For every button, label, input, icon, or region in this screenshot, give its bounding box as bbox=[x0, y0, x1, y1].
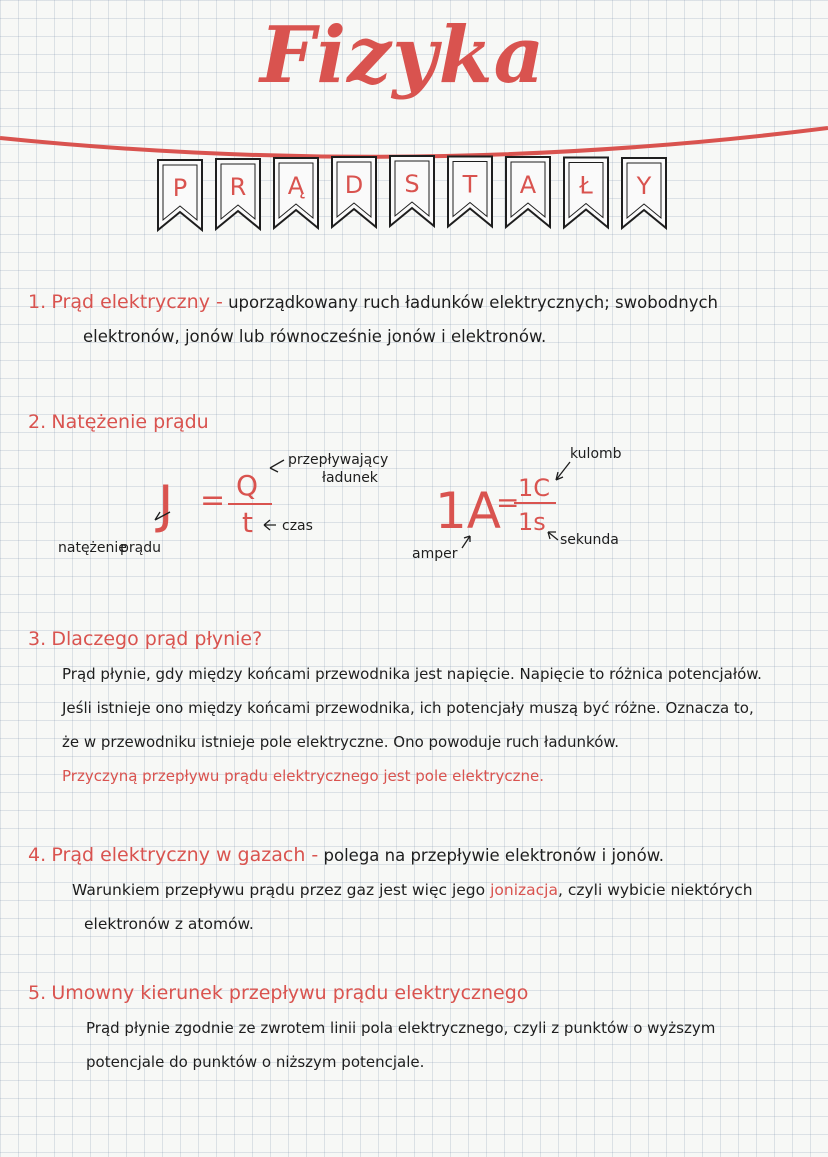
banner-letter: S bbox=[404, 170, 420, 198]
label-natezenie: natężenie bbox=[58, 540, 127, 556]
label-czas: czas bbox=[282, 518, 313, 534]
label-ladunek: ładunek bbox=[322, 470, 378, 486]
banner-letter: Y bbox=[636, 172, 652, 200]
section-3 bbox=[28, 622, 818, 793]
section-1-line-2: elektronów, jonów lub równocześnie jonów i elektronów. bbox=[83, 327, 547, 346]
banner-letter: R bbox=[229, 173, 247, 201]
section-4 bbox=[28, 838, 818, 941]
banner-letter: D bbox=[344, 171, 364, 199]
formula-2-lhs: 1A bbox=[435, 482, 502, 540]
formula-2-numerator: 1C bbox=[518, 474, 551, 502]
label-kulomb: kulomb bbox=[570, 446, 622, 462]
section-3-heading: Dlaczego prąd płynie? bbox=[51, 628, 263, 650]
label-pradu: prądu bbox=[120, 540, 161, 556]
section-3-line-1: Prąd płynie, gdy między końcami przewodnika jest napięcie. Napięcie to różnica potencjałów. bbox=[62, 665, 762, 683]
section-4-heading: Prąd elektryczny w gazach - bbox=[51, 844, 319, 866]
formula-current bbox=[0, 440, 828, 590]
section-1 bbox=[28, 285, 818, 354]
banner-garland bbox=[0, 120, 828, 250]
section-3-line-3: że w przewodniku istnieje pole elektryczne. Ono powoduje ruch ładunków. bbox=[62, 733, 620, 751]
banner-letter: Ą bbox=[287, 172, 305, 200]
section-2 bbox=[28, 405, 818, 440]
formula-1-denominator: t bbox=[242, 506, 253, 539]
section-3-line-2: Jeśli istnieje ono między końcami przewodnika, ich potencjały muszą być różne. Oznacza to, bbox=[62, 699, 754, 717]
section-1-line-1: uporządkowany ruch ładunków elektrycznych; swobodnych bbox=[228, 293, 719, 312]
formula-1-lhs: J bbox=[158, 475, 174, 535]
formula-1-numerator: Q bbox=[236, 469, 259, 502]
formula-2-equals: = bbox=[496, 486, 520, 519]
arrow-icon bbox=[556, 462, 570, 480]
banner-letter: T bbox=[462, 170, 478, 199]
label-amper: amper bbox=[412, 546, 458, 562]
section-5 bbox=[28, 976, 818, 1079]
formula-2-denominator: 1s bbox=[518, 508, 546, 536]
section-5-heading: Umowny kierunek przepływu prądu elektrycznego bbox=[51, 982, 529, 1004]
arrow-icon bbox=[548, 532, 558, 540]
section-4-number: 4. bbox=[28, 844, 47, 866]
banner-letter: P bbox=[172, 174, 188, 202]
section-4-line-2a: Warunkiem przepływu prądu przez gaz jest więc jego bbox=[72, 881, 486, 899]
section-5-number: 5. bbox=[28, 982, 47, 1004]
section-5-line-1: Prąd płynie zgodnie ze zwrotem linii pola elektrycznego, czyli z punktów o wyższym bbox=[86, 1019, 716, 1037]
label-przeplywajacy: przepływający bbox=[288, 452, 389, 468]
banner-string bbox=[0, 128, 828, 157]
section-3-conclusion: Przyczyną przepływu prądu elektrycznego jest pole elektryczne. bbox=[62, 767, 544, 785]
section-5-line-2: potencjale do punktów o niższym potencjale. bbox=[86, 1053, 425, 1071]
label-sekunda: sekunda bbox=[560, 532, 619, 548]
banner-letter: A bbox=[519, 171, 537, 199]
formula-1-equals: = bbox=[200, 483, 226, 518]
section-4-line-3: elektronów z atomów. bbox=[84, 915, 254, 933]
section-4-line-1: polega na przepływie elektronów i jonów. bbox=[323, 846, 664, 865]
arrow-icon bbox=[264, 520, 276, 530]
section-3-number: 3. bbox=[28, 628, 47, 650]
section-2-number: 2. bbox=[28, 411, 47, 433]
section-4-keyword: jonizacja bbox=[490, 881, 558, 899]
section-1-number: 1. bbox=[28, 291, 47, 313]
arrow-icon bbox=[270, 460, 284, 472]
banner-letter: Ł bbox=[579, 171, 593, 200]
section-2-heading: Natężenie prądu bbox=[51, 411, 209, 433]
page-title: Fizyka bbox=[260, 10, 546, 101]
section-1-heading: Prąd elektryczny - bbox=[51, 291, 223, 313]
section-4-line-2c: , czyli wybicie niektórych bbox=[557, 881, 753, 899]
